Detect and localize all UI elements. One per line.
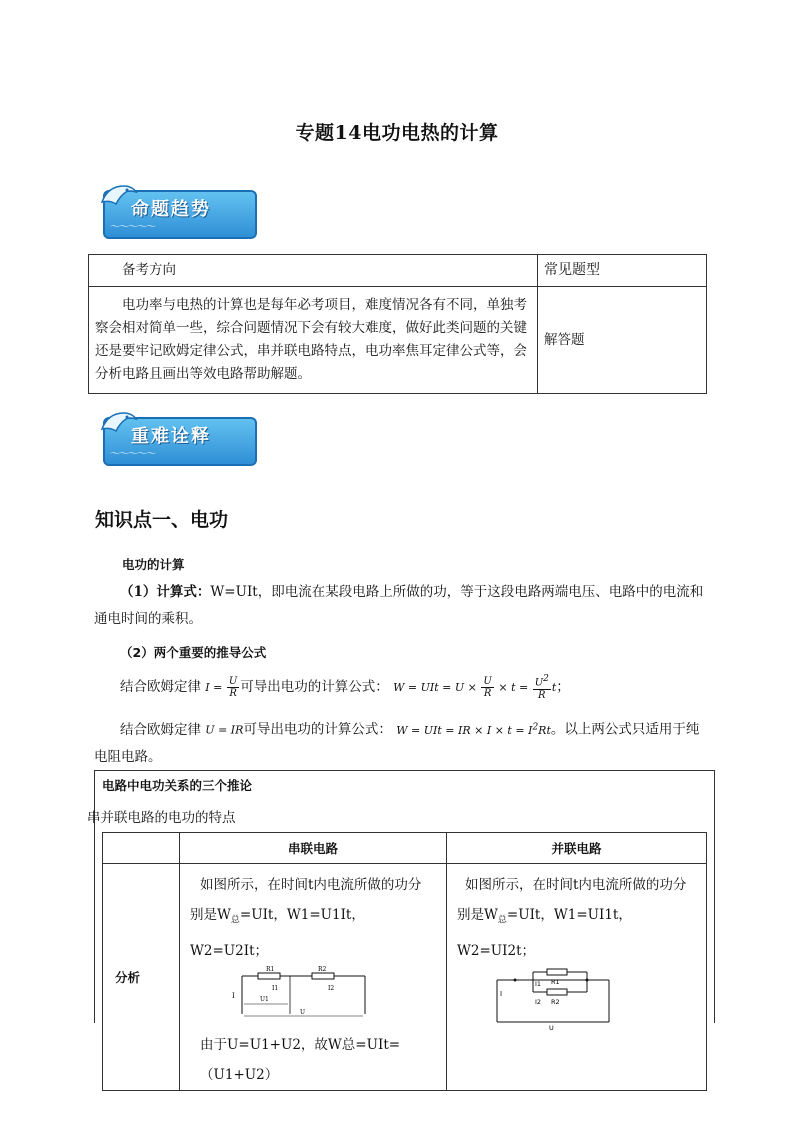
prep-table	[88, 254, 707, 394]
type-cell: 解答题	[538, 287, 707, 394]
series-circuit-diagram	[230, 966, 380, 1026]
section-heading: 知识点一、电功	[95, 509, 229, 531]
badge-label: 重难诠释	[131, 426, 211, 447]
type-header: 常见题型	[538, 255, 707, 287]
series-header: 串联电路	[180, 833, 447, 864]
parallel-text-1: 如图所示，在时间t内电流所做的功分	[465, 877, 687, 893]
parallel-header: 并联电路	[447, 833, 707, 864]
svg-text:I: I	[232, 991, 235, 1000]
parallel-cell	[447, 864, 707, 1091]
parallel-text-2: 别是$W_总=UIt$，W1=UI1t，W2=UI2t；	[457, 907, 632, 959]
item2-label: （2）两个重要的推导公式	[120, 645, 267, 660]
formula-line-1: 结合欧姆定律 I = $\frac{U}{R}$ 可导出电功的计算公式： W = UIt = U × $\frac{U}{R}$ × t = $\frac{U2}{R}$ t；	[120, 674, 570, 701]
svg-text:U: U	[300, 1008, 306, 1016]
svg-text:R2: R2	[551, 997, 560, 1006]
f1-mid: 可导出电功的计算公式：	[240, 679, 389, 695]
series-text-3: 由于U=U1+U2，故W总=UIt=（U1+U2）	[200, 1036, 401, 1083]
sub-heading: 电功的计算	[122, 557, 185, 572]
svg-text:R2: R2	[318, 965, 327, 973]
series-cell	[180, 864, 447, 1091]
svg-text:I2: I2	[535, 997, 542, 1006]
item1-label: （1）计算式：	[120, 584, 211, 600]
wave-decoration: 〜〜〜〜〜	[110, 222, 155, 233]
trend-badge	[98, 180, 258, 242]
page-title: 专题14电功电热的计算	[295, 122, 499, 144]
formula-work-2: W = UIt = IR × $I \times t = I^2Rt$	[396, 722, 551, 737]
wave-decoration: 〜〜〜〜〜	[110, 449, 155, 460]
parallel-circuit-diagram	[489, 966, 629, 1030]
svg-text:R1: R1	[551, 977, 560, 986]
f2-prefix: 结合欧姆定律	[120, 721, 201, 738]
item1-text: W=UIt，即电流在某段电路上所做的功，等于这段电路两端电压、电路中的电流和通电时间的乘积。	[94, 584, 704, 627]
explain-badge	[98, 407, 258, 469]
inference-subheading: 串并联电路的电功的特点	[87, 810, 236, 826]
svg-text:I2: I2	[328, 984, 335, 992]
svg-text:U: U	[549, 1023, 554, 1030]
svg-text:U1: U1	[260, 995, 269, 1003]
inference-heading: 电路中电功关系的三个推论	[102, 778, 253, 793]
f2-mid: 可导出电功的计算公式：	[243, 721, 392, 738]
fraction-u2-r: $\frac{U2}{R}$	[534, 674, 549, 701]
formula-ohm-2: U = IR	[205, 723, 244, 737]
f1-suffix: ；	[556, 679, 570, 695]
direction-header: 备考方向	[89, 255, 538, 287]
fraction-u-r: $\frac{U}{R}$	[228, 676, 238, 699]
series-text-2: 别是$W_总=UIt$，W1=U1It，W2=U2It；	[190, 907, 365, 959]
svg-text:I1: I1	[272, 984, 279, 992]
analysis-label: 分析	[103, 864, 180, 1091]
svg-text:I1: I1	[535, 979, 542, 988]
svg-text:R1: R1	[266, 965, 275, 973]
badge-label: 命题趋势	[131, 199, 211, 220]
formula-ohm-1: I =	[205, 681, 226, 694]
fraction-u-r: $\frac{U}{R}$	[483, 676, 492, 699]
series-parallel-table	[102, 832, 707, 1091]
direction-cell: 电功率与电热的计算也是每年必考项目，难度情况各有不同，单独考察会相对简单一些，综合问题情况下会有较大难度，做好此类问题的关键还是要牢记欧姆定律公式，串并联电路特点，电功率焦耳定律公式等，会分析电路且画出等效电路帮助解题。	[89, 287, 538, 394]
series-text-1: 如图所示，在时间t内电流所做的功分	[200, 877, 422, 893]
formula-line-2	[94, 714, 706, 771]
empty-header	[103, 833, 180, 864]
f1-prefix: 结合欧姆定律	[120, 679, 201, 695]
formula-work-1: W = UIt = U ×	[393, 681, 481, 694]
item1-paragraph	[94, 579, 706, 633]
f2-suffix: 。以上两公式只适用于纯电阻电路。	[94, 721, 700, 765]
svg-text:I: I	[500, 989, 503, 998]
